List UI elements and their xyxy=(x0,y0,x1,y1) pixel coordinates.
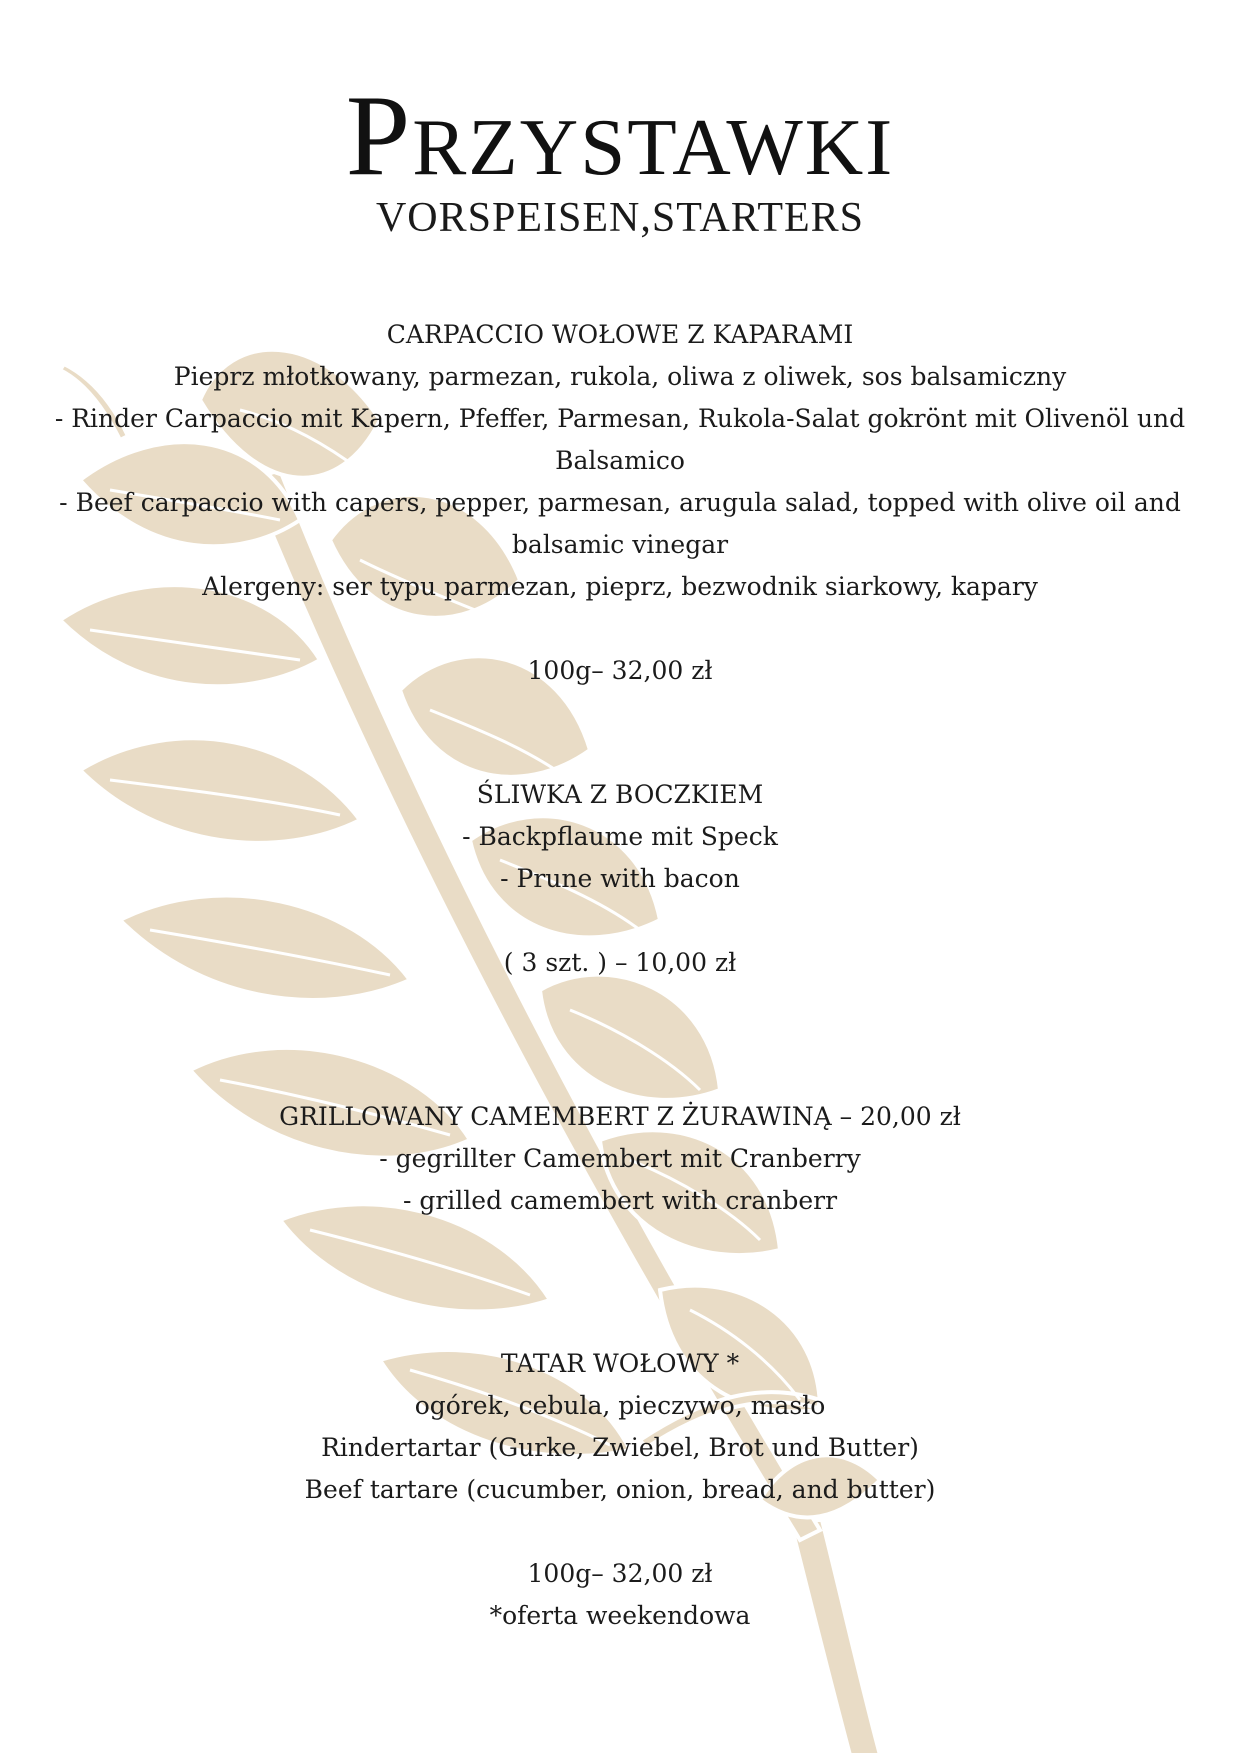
menu-item-tartare xyxy=(0,1343,1240,1637)
menu-item-description: - Beef carpaccio with capers, pepper, parmesan, arugula salad, topped with olive oil and xyxy=(59,488,1181,517)
spacer xyxy=(0,900,1240,942)
menu-item-name: TATAR WOŁOWY * xyxy=(500,1349,740,1378)
menu-item-description: balsamic vinegar xyxy=(511,530,729,559)
menu-item-name: ŚLIWKA Z BOCZKIEM xyxy=(476,780,764,809)
menu-item-camembert xyxy=(0,1096,1240,1222)
page-subtitle: VORSPEISEN,STARTERS xyxy=(375,195,865,241)
menu-item-allergens: Alergeny: ser typu parmezan, pieprz, bezwodnik siarkowy, kapary xyxy=(202,572,1038,601)
menu-item-name: CARPACCIO WOŁOWE Z KAPARAMI xyxy=(386,320,854,349)
menu-item-description: - grilled camembert with cranberr xyxy=(402,1186,838,1215)
menu-item-description: Pieprz młotkowany, parmezan, rukola, oliwa z oliwek, sos balsamiczny xyxy=(173,362,1067,391)
menu-item-description: ogórek, cebula, pieczywo, masło xyxy=(414,1391,826,1420)
menu-item-prune-bacon xyxy=(0,774,1240,984)
menu-item-name: GRILLOWANY CAMEMBERT Z ŻURAWINĄ – 20,00 zł xyxy=(279,1102,961,1131)
menu-item-description: - Rinder Carpaccio mit Kapern, Pfeffer, Parmesan, Rukola-Salat gokrönt mit Olivenöl und xyxy=(54,404,1186,433)
menu-item-description: - Prune with bacon xyxy=(500,864,740,893)
menu-item-description: - gegrillter Camembert mit Cranberry xyxy=(379,1144,861,1173)
page-title: Przystawki xyxy=(345,72,895,200)
menu-item-price: 100g– 32,00 zł xyxy=(527,1559,713,1588)
menu-item-description: Beef tartare (cucumber, onion, bread, and butter) xyxy=(304,1475,936,1504)
menu-item-description: - Backpflaume mit Speck xyxy=(462,822,778,851)
menu-item-description: Balsamico xyxy=(555,446,685,475)
menu-item-note: *oferta weekendowa xyxy=(489,1601,751,1630)
spacer xyxy=(0,1511,1240,1553)
menu-item-price: ( 3 szt. ) – 10,00 zł xyxy=(503,948,737,977)
menu-item-description: Rindertartar (Gurke, Zwiebel, Brot und Butter) xyxy=(321,1433,919,1462)
menu-item-carpaccio xyxy=(0,314,1240,692)
spacer xyxy=(0,608,1240,650)
menu-item-price: 100g– 32,00 zł xyxy=(527,656,713,685)
